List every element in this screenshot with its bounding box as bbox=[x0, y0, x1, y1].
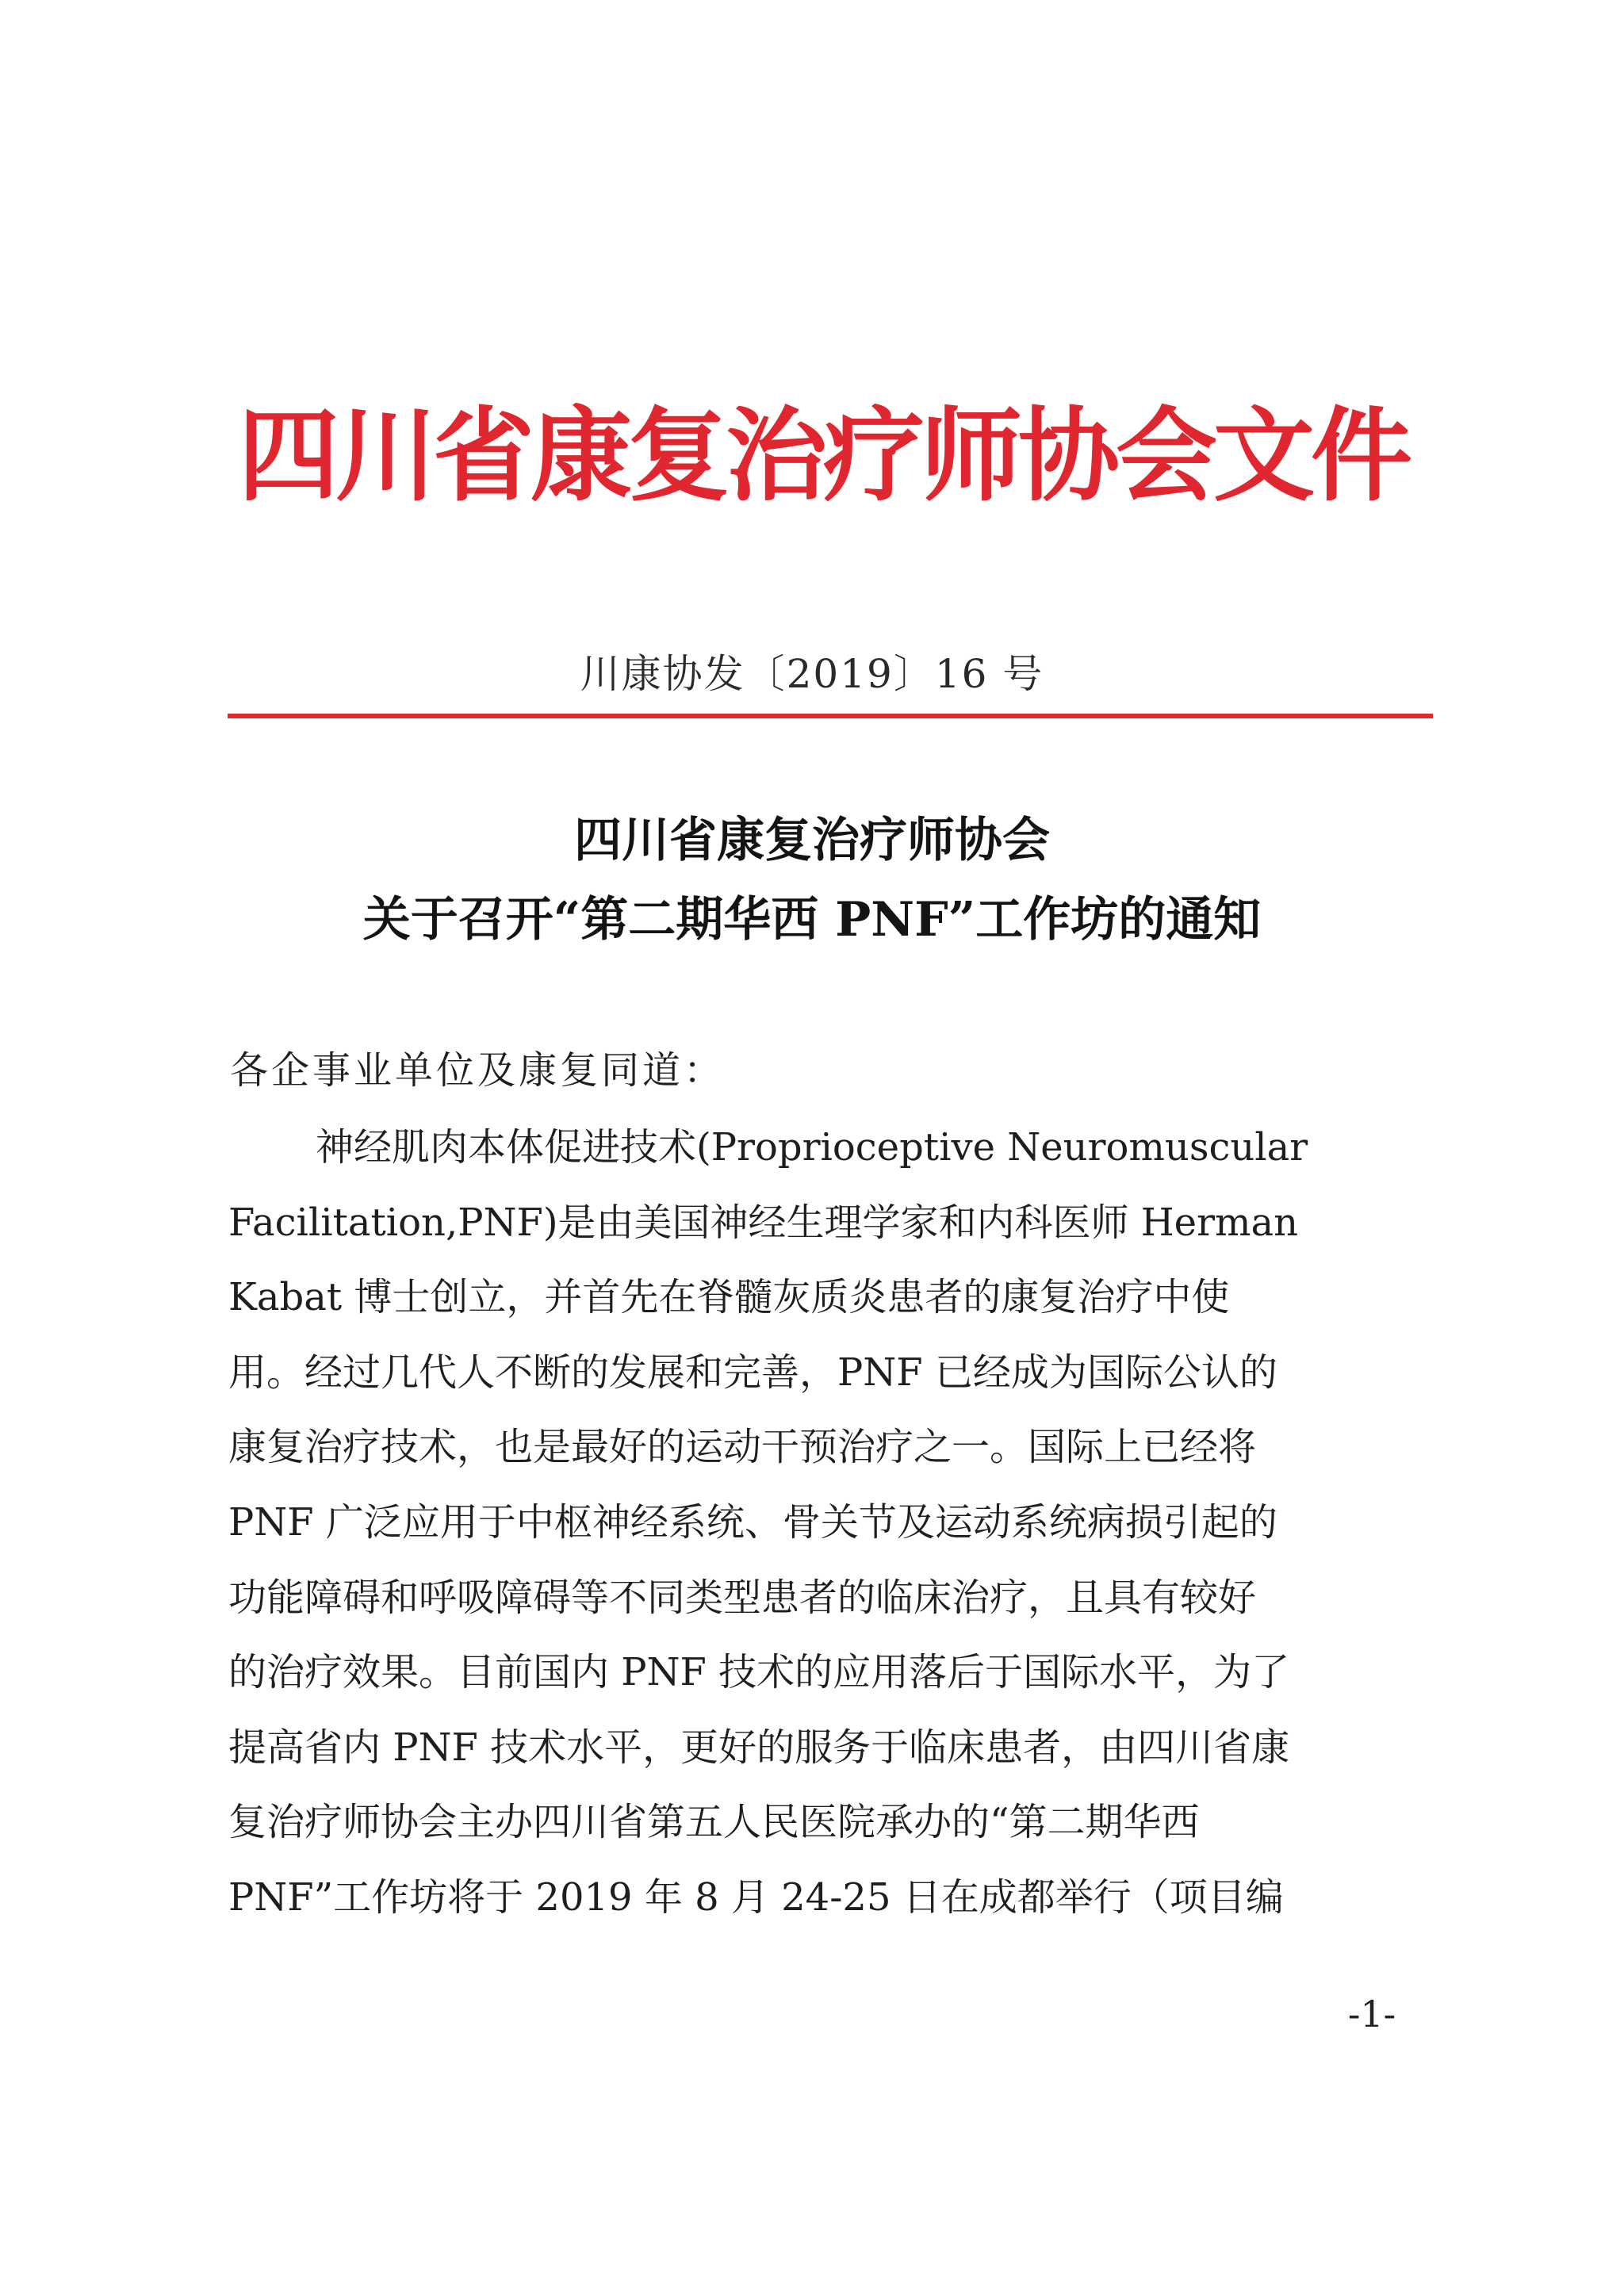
body-line: Kabat 博士创立，并首先在脊髓灰质炎患者的康复治疗中使 bbox=[228, 1275, 1230, 1320]
body-line: 的治疗效果。目前国内 PNF 技术的应用落后于国际水平，为了 bbox=[228, 1650, 1290, 1695]
letterhead-title: 四川省康复治疗师协会文件 bbox=[238, 396, 1409, 515]
body-paragraph bbox=[228, 1110, 1402, 1935]
document-number: 川康协发〔2019〕16 号 bbox=[580, 651, 1044, 697]
letterhead-divider bbox=[228, 714, 1433, 718]
notice-title-line-2: 关于召开“第二期华西 PNF”工作坊的通知 bbox=[362, 892, 1262, 948]
salutation: 各企事业单位及康复同道： bbox=[230, 1048, 726, 1093]
body-line: Facilitation,PNF)是由美国神经生理学家和内科医师 Herman bbox=[228, 1200, 1299, 1245]
body-line: 功能障碍和呼吸障碍等不同类型患者的临床治疗，且具有较好 bbox=[228, 1575, 1257, 1620]
body-line: 康复治疗技术，也是最好的运动干预治疗之一。国际上已经将 bbox=[228, 1425, 1257, 1470]
body-line: 用。经过几代人不断的发展和完善，PNF 已经成为国际公认的 bbox=[228, 1350, 1277, 1395]
notice-title-line-1: 四川省康复治疗师协会 bbox=[574, 813, 1050, 868]
body-line: PNF 广泛应用于中枢神经系统、骨关节及运动系统病损引起的 bbox=[228, 1499, 1277, 1545]
page-number: -1- bbox=[1347, 1993, 1396, 2035]
notice-title bbox=[0, 801, 1624, 959]
body-line: 复治疗师协会主办四川省第五人民医院承办的“第二期华西 bbox=[228, 1800, 1200, 1845]
body-line: 神经肌肉本体促进技术(Proprioceptive Neuromuscular bbox=[316, 1125, 1308, 1170]
body-line: PNF”工作坊将于 2019 年 8 月 24-25 日在成都举行（项目编 bbox=[228, 1874, 1284, 1920]
body-line: 提高省内 PNF 技术水平，更好的服务于临床患者，由四川省康 bbox=[228, 1725, 1290, 1770]
